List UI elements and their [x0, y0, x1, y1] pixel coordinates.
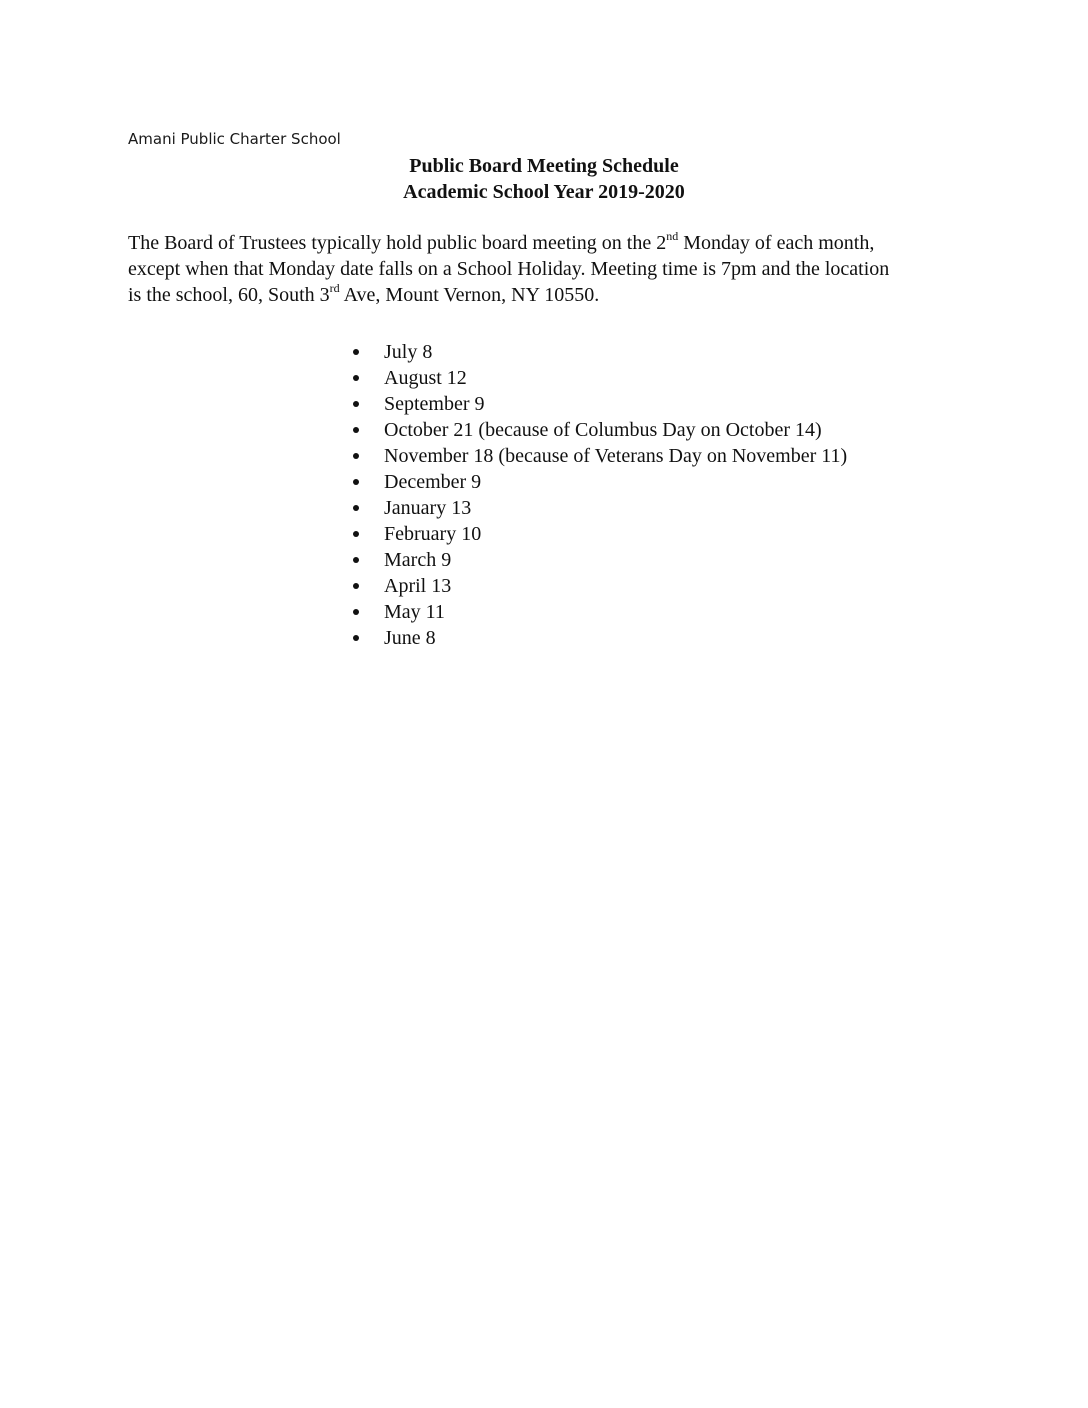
intro-line-2: except when that Monday date falls on a School Holiday. Meeting time is 7pm and the location [128, 258, 890, 280]
intro-line-3 [128, 282, 958, 308]
list-item [350, 495, 847, 521]
ordinal-suffix-nd: nd [666, 229, 679, 244]
bullet-icon [353, 375, 359, 381]
meeting-date: September 9 [384, 393, 485, 415]
bullet-icon [353, 583, 359, 589]
list-item [350, 547, 847, 573]
bullet-icon [353, 635, 359, 641]
meeting-dates-list [350, 339, 847, 651]
document-subtitle: Academic School Year 2019-2020 [403, 181, 685, 203]
bullet-icon [353, 557, 359, 563]
bullet-icon [353, 479, 359, 485]
document-title: Public Board Meeting Schedule [409, 155, 679, 177]
bullet-icon [353, 401, 359, 407]
list-item [350, 443, 847, 469]
list-item [350, 625, 847, 651]
list-item [350, 365, 847, 391]
list-item [350, 469, 847, 495]
meeting-date: March 9 [384, 549, 452, 571]
meeting-date: October 21 (because of Columbus Day on October 14) [384, 419, 822, 441]
list-item [350, 573, 847, 599]
list-item [350, 417, 847, 443]
list-item [350, 339, 847, 365]
intro-paragraph [128, 230, 958, 308]
bullet-icon [353, 609, 359, 615]
intro-text-1b: Monday of each month, [678, 232, 875, 254]
meeting-date: January 13 [384, 497, 472, 519]
meeting-date: May 11 [384, 601, 445, 623]
intro-text-3b: Ave, Mount Vernon, NY 10550. [339, 284, 600, 306]
meeting-date: April 13 [384, 575, 452, 597]
bullet-icon [353, 505, 359, 511]
school-name: Amani Public Charter School [128, 130, 341, 148]
title-block [0, 153, 1088, 205]
intro-text-1a: The Board of Trustees typically hold public board meeting on the 2 [128, 232, 667, 254]
meeting-date: February 10 [384, 523, 482, 545]
bullet-icon [353, 349, 359, 355]
meeting-date: August 12 [384, 367, 467, 389]
list-item [350, 521, 847, 547]
meeting-date: December 9 [384, 471, 482, 493]
ordinal-suffix-rd: rd [329, 281, 340, 296]
meeting-date: July 8 [384, 341, 433, 363]
bullet-icon [353, 453, 359, 459]
list-item [350, 391, 847, 417]
bullet-icon [353, 427, 359, 433]
list-item [350, 599, 847, 625]
meeting-date: November 18 (because of Veterans Day on November 11) [384, 445, 848, 467]
bullet-icon [353, 531, 359, 537]
meeting-date: June 8 [384, 627, 436, 649]
intro-line-1 [128, 230, 958, 256]
intro-text-3a: is the school, 60, South 3 [128, 284, 330, 306]
